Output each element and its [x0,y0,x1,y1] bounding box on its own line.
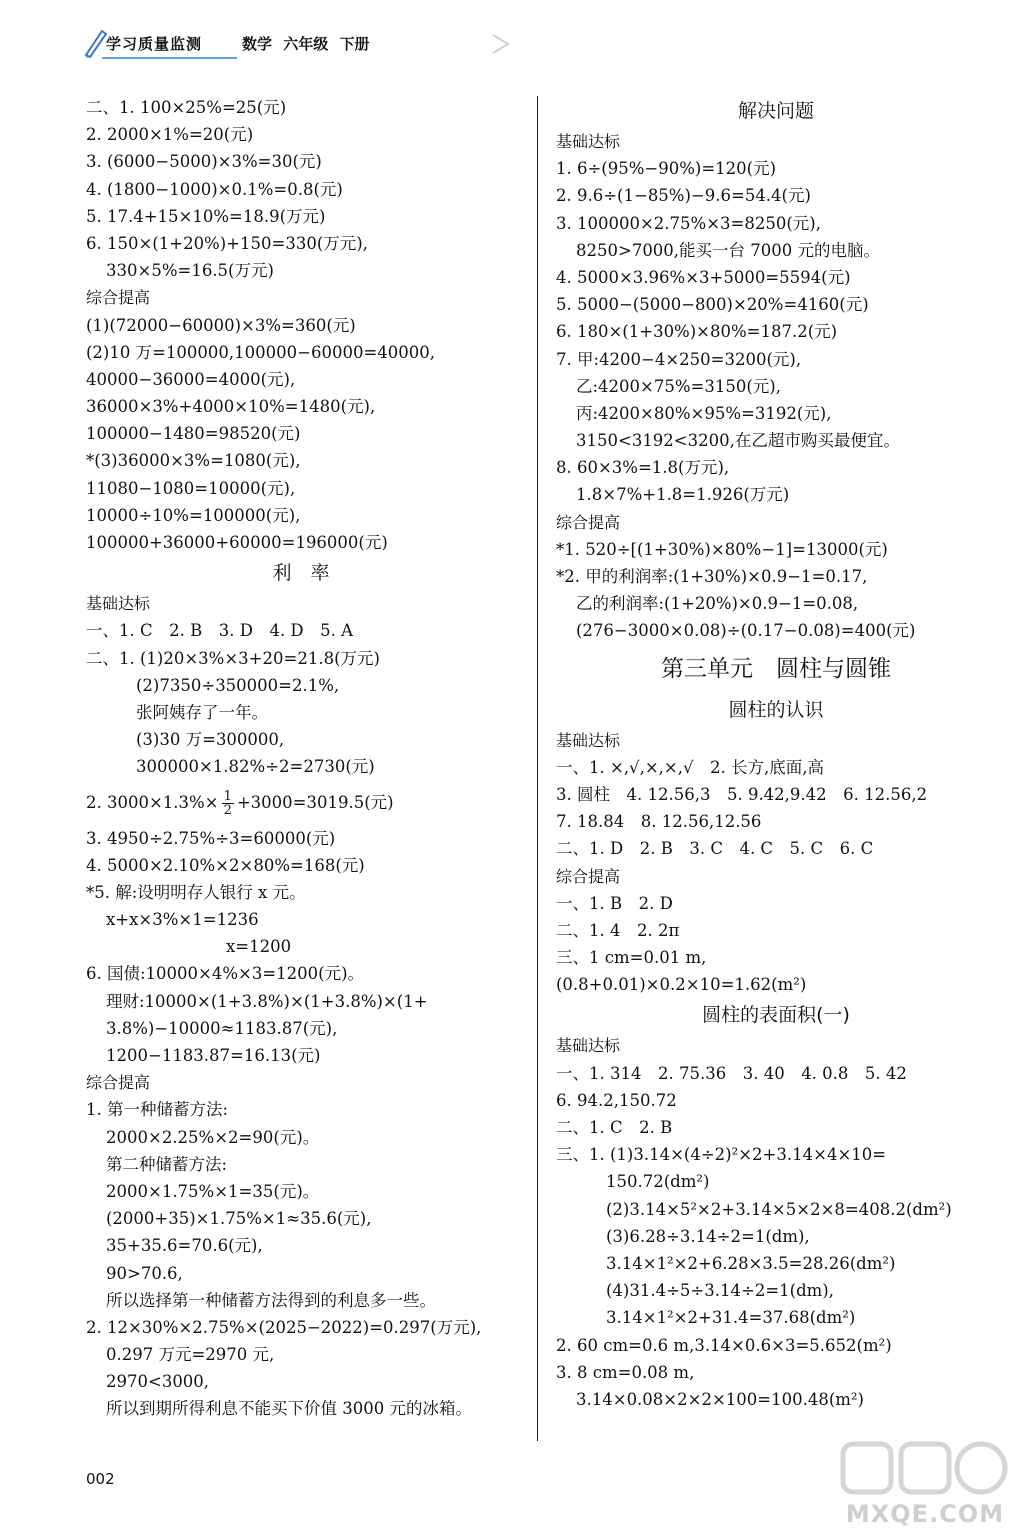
watermark-text: MXQE.COM [845,1500,1005,1528]
answer-line: 8. 60×3%=1.8(万元), [556,458,730,478]
answer-line: 二、1. C 2. B [556,1118,673,1137]
answer-line: 一、1. ×,√,×,×,√ 2. 长方,底面,高 [556,757,824,777]
answer-line: 张阿姨存了一年。 [136,702,268,722]
answer-line: 330×5%=16.5(万元) [106,261,274,281]
answer-line: 2. 2000×1%=20(元) [86,125,254,145]
answer-line: (3)6.28÷3.14÷2=1(dm), [606,1226,810,1246]
unit-title: 第三单元 圆柱与圆锥 [661,655,891,682]
answer-line: 11080−1080=10000(元), [86,478,296,498]
answer-line: 5. 5000−(5000−800)×20%=4160(元) [556,295,869,315]
chevron-right-icon [490,32,512,56]
answer-line: 3. 圆柱 4. 12.56,3 5. 9.42,9.42 6. 12.56,2 [556,784,928,804]
answer-line: 7. 甲:4200−4×250=3200(元), [556,349,802,369]
answer-line: *1. 520÷[(1+30%)×80%−1]=13000(元) [556,539,888,559]
answer-line: 理财:10000×(1+3.8%)×(1+3.8%)×(1+ [106,991,428,1011]
answer-line: 4. 5000×2.10%×2×80%=168(元) [86,855,365,875]
watermark-logo [835,1438,1015,1528]
subsection-heading: 综合提高 [86,288,151,308]
answer-line: 3150<3192<3200,在乙超市购买最便宜。 [576,431,900,451]
subsection-heading: 综合提高 [86,1073,151,1093]
page-header [84,28,524,58]
answer-line: 40000−36000=4000(元), [86,369,296,389]
answer-line: 90>70.6, [106,1263,183,1283]
answer-line: *5. 解:设明明存人银行 x 元。 [86,882,306,902]
answer-line: 3. (6000−5000)×3%=30(元) [86,152,322,172]
fraction [222,790,234,817]
answer-line: (276−3000×0.08)÷(0.17−0.08)=400(元) [576,621,916,641]
answer-line: 35+35.6=70.6(元), [106,1236,263,1256]
subsection-heading: 综合提高 [556,866,621,886]
answer-line: 3. 4950÷2.75%÷3=60000(元) [86,828,336,848]
answer-line: 二、1. D 2. B 3. C 4. C 5. C 6. C [556,839,874,859]
section-title: 圆柱的表面积(一) [702,1004,850,1027]
answer-line: 二、1. (1)20×3%×3+20=21.8(万元) [86,648,380,668]
left-column [86,94,516,1423]
answer-line [86,781,516,825]
answer-line: 3. 100000×2.75%×3=8250(元), [556,213,821,233]
answer-line: 1. 第一种储蓄方法: [86,1100,229,1120]
answer-line: 6. 94.2,150.72 [556,1090,677,1110]
answer-line: 2. 60 cm=0.6 m,3.14×0.6×3=5.652(m²) [556,1335,892,1355]
subsection-heading: 基础达标 [556,1036,621,1056]
answer-line: (2)10 万=100000,100000−60000=40000, [86,342,436,362]
section-title: 解决问题 [737,100,814,122]
answer-line: 1200−1183.87=16.13(元) [106,1046,321,1065]
answer-line: x=1200 [226,937,292,957]
subsection-heading: 基础达标 [86,594,151,614]
answer-line: 一、1. 314 2. 75.36 3. 40 4. 0.8 5. 42 [556,1063,907,1083]
answer-line: (2)7350÷350000=2.1%, [136,675,340,695]
answer-line: 3.14×1²×2+6.28×3.5=28.26(dm²) [606,1253,896,1273]
subsection-heading: 基础达标 [556,132,621,151]
answer-line: 3.8%)−10000≈1183.87(元), [106,1018,338,1038]
answer-line: 所以选择第一种储蓄方法得到的利息多一些。 [106,1290,436,1310]
answer-line: 100000−1480=98520(元) [86,424,301,444]
answer-line: 36000×3%+4000×10%=1480(元), [86,397,376,417]
answer-line: (0.8+0.01)×0.2×10=1.62(m²) [556,975,807,995]
section-title: 圆柱的认识 [728,698,824,721]
answer-line: 乙的利润率:(1+20%)×0.9−1=0.08, [576,594,859,614]
answer-line: 三、1. (1)3.14×(4÷2)²×2+3.14×4×10= [556,1145,887,1165]
answer-line: 6. 180×(1+30%)×80%=187.2(元) [556,322,838,342]
answer-line: 2000×2.25%×2=90(元)。 [106,1127,320,1147]
answer-line: 10000÷10%=100000(元), [86,505,301,525]
answer-line: 一、1. C 2. B 3. D 4. D 5. A [86,621,354,641]
answer-line: (2000+35)×1.75%×1≈35.6(元), [106,1209,372,1229]
answer-line: 8250>7000,能买一台 7000 元的电脑。 [576,240,881,260]
section-title: 利 率 [272,562,330,585]
page-number: 002 [86,1470,115,1488]
answer-line: 二、1. 100×25%=25(元) [86,98,287,117]
subsection-heading: 基础达标 [556,730,621,750]
brand-title: 学习质量监测 [106,35,203,53]
answer-line: 2. 12×30%×2.75%×(2025−2022)=0.297(万元), [86,1317,482,1337]
answer-line: 100000+36000+60000=196000(元) [86,533,388,552]
answer-line: 三、1 cm=0.01 m, [556,948,707,968]
answer-line: (1)(72000−60000)×3%=360(元) [86,315,356,335]
answer-line: 一、1. B 2. D [556,893,673,913]
pencil-icon [84,28,108,58]
subsection-heading: 综合提高 [556,512,621,532]
answer-line: x+x×3%×1=1236 [106,910,259,930]
fraction-denominator: 2 [223,802,232,818]
answer-line: 2000×1.75%×1=35(元)。 [106,1181,320,1201]
answer-line: 4. (1800−1000)×0.1%=0.8(元) [86,179,343,199]
answer-line: 3. 8 cm=0.08 m, [556,1362,695,1382]
answer-line: (3)30 万=300000, [136,730,285,750]
answer-text: 2. 3000×1.3%× [86,792,219,812]
answer-text: +3000=3019.5(元) [236,792,394,812]
answer-line: (4)31.4÷5÷3.14÷2=1(dm), [606,1281,834,1301]
answer-line: 4. 5000×3.96%×3+5000=5594(元) [556,267,851,287]
answer-line: 6. 150×(1+20%)+150=330(万元), [86,233,368,253]
answer-line: 1. 6÷(95%−90%)=120(元) [556,159,777,179]
column-divider [537,96,538,1441]
answer-line: 5. 17.4+15×10%=18.9(万元) [86,206,326,226]
subject-grade: 数学 六年级 下册 [242,35,370,53]
fraction-numerator: 1 [223,788,232,804]
answer-line: 3.14×0.08×2×2×100=100.48(m²) [576,1389,864,1409]
answer-line: *(3)36000×3%=1080(元), [86,451,301,471]
answer-line: 所以到期所得利息不能买下价值 3000 元的冰箱。 [106,1399,472,1419]
answer-line: 乙:4200×75%=3150(元), [576,376,781,396]
answer-line: 300000×1.82%÷2=2730(元) [136,757,375,777]
answer-line: 1.8×7%+1.8=1.926(万元) [576,485,790,505]
answer-line: 2970<3000, [106,1372,210,1392]
watermark-badge-icon [835,1438,1015,1500]
header-underline [102,57,237,59]
answer-line: 丙:4200×80%×95%=3192(元), [576,403,832,423]
answer-line: 2. 9.6÷(1−85%)−9.6=54.4(元) [556,186,811,206]
answer-line: 二、1. 4 2. 2π [556,920,680,940]
answer-line: (2)3.14×5²×2+3.14×5×2×8=408.2(dm²) [606,1199,952,1219]
answer-line: *2. 甲的利润率:(1+30%)×0.9−1=0.17, [556,567,868,586]
right-column [556,94,996,1413]
answer-line: 0.297 万元=2970 元, [106,1345,275,1365]
answer-line: 6. 国债:10000×4%×3=1200(元)。 [86,964,365,984]
answer-line: 7. 18.84 8. 12.56,12.56 [556,812,762,832]
answer-line: 150.72(dm²) [606,1172,710,1192]
answer-line: 第二种储蓄方法: [106,1154,228,1174]
answer-line: 3.14×1²×2+31.4=37.68(dm²) [606,1308,856,1328]
